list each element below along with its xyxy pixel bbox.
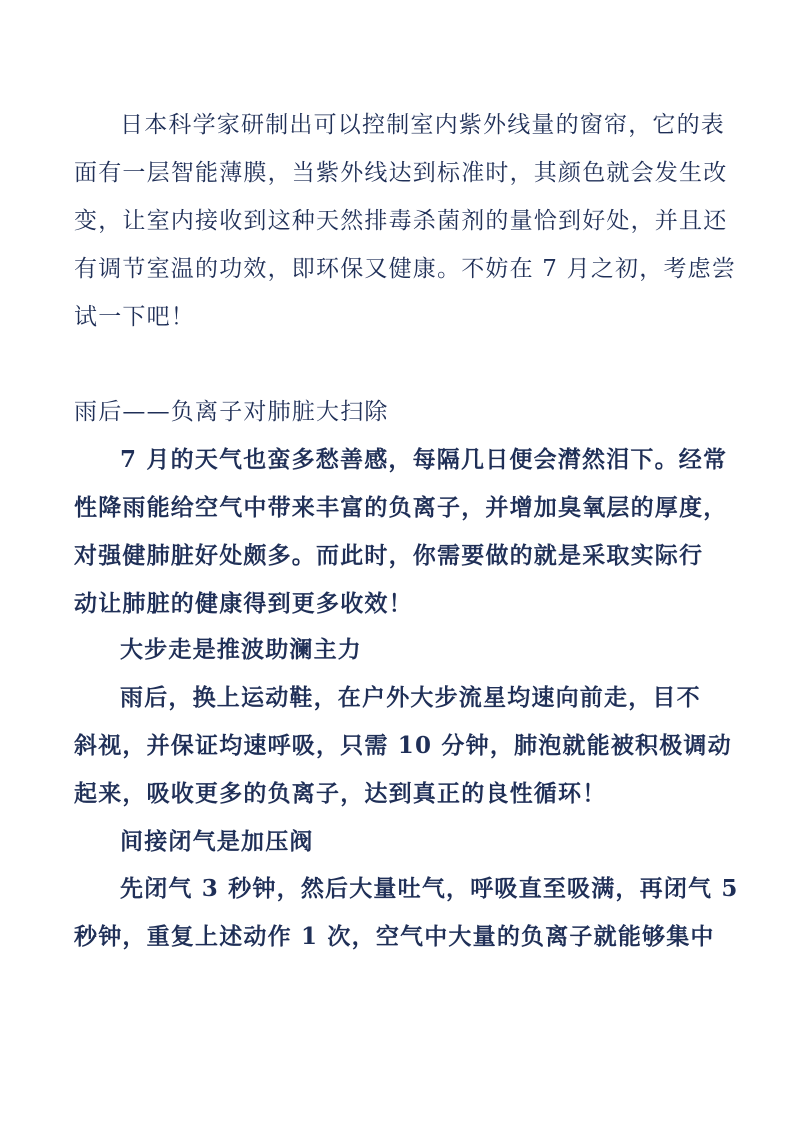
text-line: 动让肺脏的健康得到更多收效！ [74,590,413,617]
text-line: 变，让室内接收到这种天然排毒杀菌剂的量恰到好处，并且还 [74,208,728,234]
text-line: 有调节室温的功效，即环保又健康。不妨在 7 月之初，考虑尝 [74,256,737,282]
text-line: 斜视，并保证均速呼吸，只需 10 分钟，肺泡就能被积极调动 [74,732,732,759]
section-title: 雨后——负离子对肺脏大扫除 [74,399,389,425]
text-line: 秒钟，重复上述动作 1 次，空气中大量的负离子就能够集中 [74,923,715,950]
text-line: 日本科学家研制出可以控制室内紫外线量的窗帘，它的表 [120,112,725,138]
subheading-breath: 间接闭气是加压阀 [120,828,314,855]
text-line: 面有一层智能薄膜，当紫外线达到标准时，其颜色就会发生改 [74,160,728,186]
text-line: 对强健肺脏好处颇多。而此时，你需要做的就是采取实际行 [74,542,704,569]
text-line: 雨后，换上运动鞋，在户外大步流星均速向前走，目不 [120,684,701,711]
text-line: 起来，吸收更多的负离子，达到真正的良性循环！ [74,780,607,807]
text-line: 先闭气 3 秒钟，然后大量吐气，呼吸直至吸满，再闭气 5 [120,875,739,902]
text-line: 7 月的天气也蛮多愁善感，每隔几日便会潸然泪下。经常 [120,446,728,473]
text-line: 试一下吧！ [74,304,195,330]
subheading-walk: 大步走是推波助澜主力 [120,636,362,663]
text-line: 性降雨能给空气中带来丰富的负离子，并增加臭氧层的厚度， [74,494,728,521]
